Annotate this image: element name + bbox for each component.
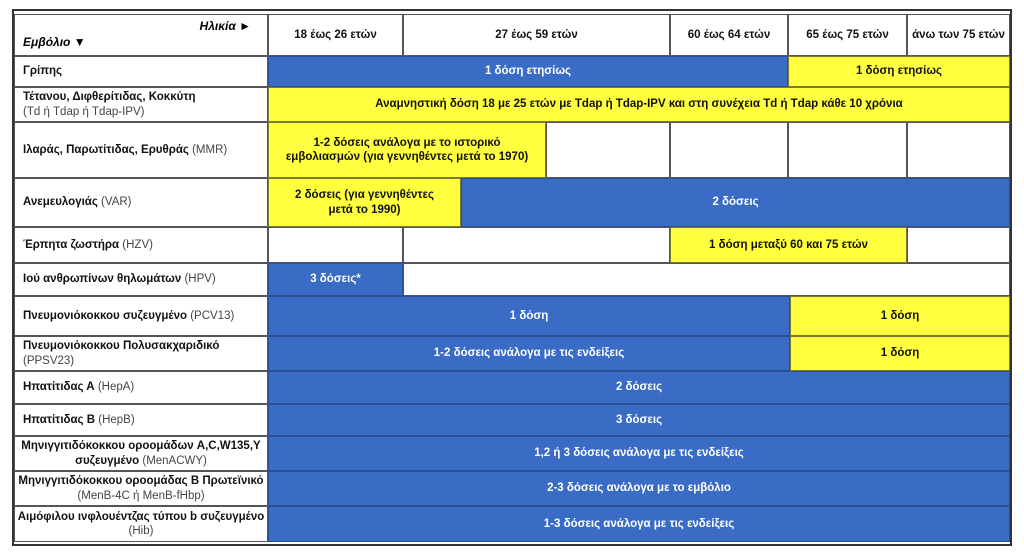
- hzv-empty-18-26: [268, 227, 403, 263]
- vaccine-name: Μηνιγγιτιδόκοκκου οροομάδας Β Πρωτεϊνικό: [18, 475, 264, 488]
- menacwy-cell: 1,2 ή 3 δόσεις ανάλογα με τις ενδείξεις: [268, 436, 1010, 471]
- vaccine-name: Αιμόφιλου ινφλουέντζας τύπου b συζευγμένο: [17, 510, 265, 523]
- vaccine-name: Ιλαράς, Παρωτίτιδας, Ερυθράς: [23, 143, 189, 156]
- vaccine-abbr: (HZV): [122, 238, 153, 251]
- mmr-empty-27-59: [546, 122, 670, 178]
- vaccine-abbr: (Hib): [128, 525, 154, 537]
- vaccine-abbr: (PPSV23): [23, 354, 75, 367]
- vaccine-label-6: [14, 296, 268, 336]
- hzv-empty-75plus: [907, 227, 1010, 263]
- vaccine-label-11: [14, 471, 268, 506]
- flu-cell-under65: 1 δόση ετησίως: [268, 56, 788, 87]
- mmr-empty-75plus: [907, 122, 1010, 178]
- flu-cell-65plus: 1 δόση ετησίως: [788, 56, 1010, 87]
- vaccine-abbr: (MenACWY): [142, 454, 207, 467]
- mmr-empty-65-75: [788, 122, 907, 178]
- vaccine-label-text: [15, 439, 267, 468]
- vaccine-label-3: [14, 178, 268, 227]
- vaccine-name: Πνευμονιόκοκκου συζευγμένο: [23, 309, 187, 322]
- vaccine-label-text: [15, 474, 267, 503]
- vaccine-label-text: [23, 339, 267, 368]
- var-cell-rest: 2 δόσεις: [461, 178, 1010, 227]
- age-header-label: Ηλικία ►: [199, 19, 251, 33]
- age-header-4: 65 έως 75 ετών: [788, 14, 907, 56]
- vaccine-label-text: [23, 143, 227, 157]
- vaccine-name: Ηπατίτιδας Β: [23, 413, 96, 426]
- vaccine-label-text: [23, 195, 132, 209]
- vaccine-label-7: [14, 336, 268, 371]
- vaccine-label-1: [14, 87, 268, 122]
- menb-cell: 2-3 δόσεις ανάλογα με το εμβόλιο: [268, 471, 1010, 506]
- hepa-cell: 2 δόσεις: [268, 371, 1010, 404]
- vaccine-label-text: [23, 413, 135, 427]
- hzv-empty-27-59: [403, 227, 670, 263]
- vaccine-label-text: [23, 272, 216, 286]
- age-header-2: 27 έως 59 ετών: [403, 14, 670, 56]
- var-cell-young: 2 δόσεις (για γεννηθέντες μετά το 1990): [268, 178, 461, 227]
- vaccine-name: Τέτανου, Διφθερίτιδας, Κοκκύτη: [23, 91, 196, 104]
- hib-cell: 1-3 δόσεις ανάλογα με τις ενδείξεις: [268, 506, 1010, 542]
- vaccine-name: Ιού ανθρωπίνων θηλωμάτων: [23, 273, 182, 286]
- vaccine-name: Ηπατίτιδας Α: [23, 381, 95, 394]
- vaccine-label-text: [23, 64, 62, 78]
- vaccine-label-2: [14, 122, 268, 178]
- vaccine-name: Μηνιγγιτιδόκοκκου οροομάδων A,C,W135,Y συζευγμένο: [21, 440, 261, 467]
- hepb-cell: 3 δόσεις: [268, 404, 1010, 436]
- mmr-cell: 1-2 δόσεις ανάλογα με το ιστορικό εμβολιασμών (για γεννηθέντες μετά το 1970): [268, 122, 546, 178]
- vaccine-label-text: [23, 90, 195, 119]
- header-corner: [14, 14, 268, 56]
- vaccine-abbr: (MMR): [192, 143, 228, 156]
- vaccine-name: Γρίπης: [23, 65, 63, 78]
- ppsv23-cell-65plus: 1 δόση: [790, 336, 1010, 371]
- vaccine-name: Πνευμονιόκοκκου Πολυσακχαριδικό: [23, 340, 220, 353]
- vaccine-label-8: [14, 371, 268, 404]
- pcv13-cell-under65: 1 δόση: [268, 296, 790, 336]
- vaccine-name: Έρπητα ζωστήρα: [23, 238, 120, 251]
- hpv-cell: 3 δόσεις*: [268, 263, 403, 296]
- mmr-empty-60-64: [670, 122, 788, 178]
- vaccine-abbr: (MenB-4C ή MenB-fHbp): [77, 489, 205, 502]
- vaccine-abbr: (HepA): [97, 381, 135, 394]
- vaccine-abbr: (HepB): [98, 413, 135, 426]
- vaccine-label-12: [14, 506, 268, 542]
- vaccine-label-10: [14, 436, 268, 471]
- vaccine-label-text: [15, 510, 267, 539]
- vaccine-abbr: (Td ή Tdap ή Tdap-IPV): [23, 105, 145, 118]
- vaccine-header-label: Εμβόλιο ▼: [23, 35, 86, 49]
- tdap-cell: Αναμνηστική δόση 18 με 25 ετών με Tdap ή Tdap-IPV και στη συνέχεια Td ή Tdap κάθε 10 χρόνια: [268, 87, 1010, 122]
- vaccine-label-text: [23, 309, 234, 323]
- vaccine-label-4: [14, 227, 268, 263]
- vaccine-abbr: (PCV13): [190, 309, 235, 322]
- age-header-3: 60 έως 64 ετών: [670, 14, 788, 56]
- vaccine-label-text: [23, 380, 134, 394]
- ppsv23-cell-under65: 1-2 δόσεις ανάλογα με τις ενδείξεις: [268, 336, 790, 371]
- pcv13-cell-65plus: 1 δόση: [790, 296, 1010, 336]
- vaccine-label-0: [14, 56, 268, 87]
- vaccine-name: Ανεμευλογιάς: [23, 196, 98, 209]
- vaccine-abbr: (HPV): [184, 273, 216, 286]
- age-header-5: άνω των 75 ετών: [907, 14, 1010, 56]
- vaccine-label-5: [14, 263, 268, 296]
- vaccine-label-text: [23, 238, 153, 252]
- age-header-1: 18 έως 26 ετών: [268, 14, 403, 56]
- vaccine-abbr: (VAR): [101, 196, 132, 209]
- vaccine-label-9: [14, 404, 268, 436]
- hzv-cell: 1 δόση μεταξύ 60 και 75 ετών: [670, 227, 907, 263]
- hpv-empty-rest: [403, 263, 1010, 296]
